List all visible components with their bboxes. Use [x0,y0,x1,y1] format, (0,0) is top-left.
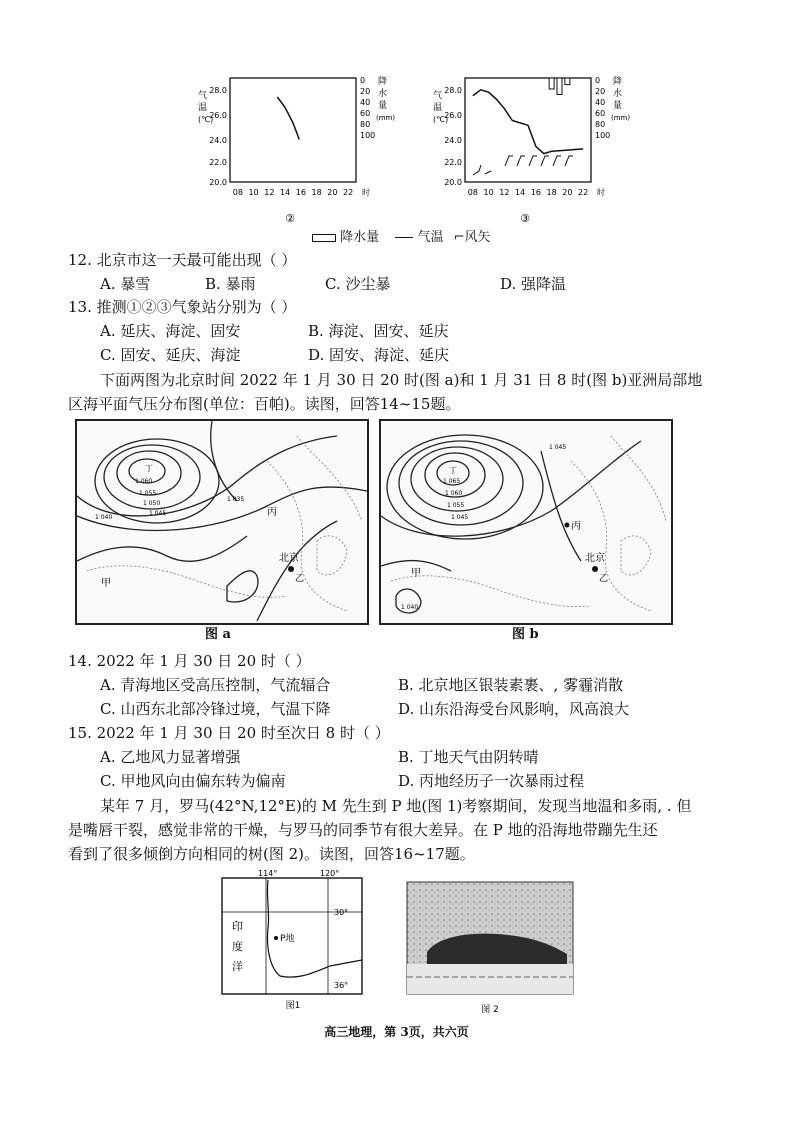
chart-2-ytick: 26.0 [209,111,227,120]
chart-x-tick: 20 [327,188,338,197]
chart-2-rtick: 80 [360,120,371,129]
chart-3-ytick: 28.0 [444,86,462,95]
chart-x-tick: 18 [546,188,557,197]
q12-stem: 12. 北京市这一天最可能出现（ ） [68,251,297,269]
figure-1-lon-114: 114° [258,869,278,878]
figure-2 [407,882,573,1018]
chart-legend [312,226,491,244]
figure-1-ocean-char: 度 [232,940,243,953]
chart-3-wind-vectors [473,156,573,175]
chart-3-ytick: 22.0 [444,158,462,167]
chart-x-tick: 12 [264,188,275,197]
weather-map-a [75,419,369,625]
figure-2-ground [407,964,573,994]
map-b-bing-dot [565,523,570,528]
q15-option-b[interactable]: B. 丁地天气由阴转晴 [398,748,539,766]
figure-1 [218,868,368,1016]
chart-3-yleft-label-b: 温 [433,103,443,113]
chart-2-ytick: 22.0 [209,158,227,167]
chart-2-rtick: 40 [360,98,371,107]
chart-3-rtick: 100 [595,131,611,140]
chart-2-yright-label-a: 降 [378,77,388,87]
chart-3-yright-label-b: 水 [613,89,623,99]
chart-x-tick: 10 [248,188,259,197]
chart-3-yleft-label-a: 气 [433,91,443,101]
map-b-isobar: 1 055 [447,502,465,509]
chart-x-tick: 08 [232,188,243,197]
figure-2-svg [407,882,573,1018]
map-a-isobar: 1 055 [139,490,157,497]
legend-temp-label: 气温 [417,230,444,245]
chart-3-rtick: 20 [595,87,606,96]
q13-option-a[interactable]: A. 延庆、海淀、固安 [100,322,241,340]
chart-3-rtick: 40 [595,98,606,107]
chart-2-rtick: 20 [360,87,371,96]
map-b-isobar: 1 045 [549,444,567,451]
chart-2-yleft-label-b: 温 [198,103,208,113]
map-a-label-beijing: 北京 [279,553,299,564]
chart-precip-bar [557,78,562,95]
legend-precip-swatch [312,234,336,242]
map-b-isobar: 1 065 [443,478,461,485]
chart-2-yright-label-b: 水 [378,89,388,99]
q15-option-a[interactable]: A. 乙地风力显著增强 [100,748,241,766]
q12-option-a[interactable]: A. 暴雪 [100,275,151,293]
chart-precip-bar [565,78,570,85]
chart-x-tick: 10 [483,188,494,197]
chart-2-yright-label-c: 量 [378,101,388,111]
map-b-label-yi: 乙 [599,574,609,584]
q14-option-c[interactable]: C. 山西东北部冷锋过境，气温下降 [100,700,331,718]
map-b-isobar: 1 045 [451,514,469,521]
q12-option-d[interactable]: D. 强降温 [500,275,567,293]
chart-x-tick: 14 [280,188,291,197]
page-footer: 高三地理，第 3页，共六页 [324,1025,469,1039]
chart-2-rtick: 100 [360,131,376,140]
map-a-isobar: 1 040 [95,514,113,521]
chart-3-ytick: 26.0 [444,111,462,120]
chart-x-tick: 16 [530,188,541,197]
map-a-label-jia: 甲 [101,578,111,589]
map-b-beijing-dot [592,566,598,572]
legend-temp-swatch [395,237,413,238]
chart-x-tick: 08 [467,188,478,197]
q14-option-a[interactable]: A. 青海地区受高压控制，气流辐合 [100,676,331,694]
chart-2 [190,70,396,235]
q15-option-d[interactable]: D. 丙地经历子一次暴雨过程 [398,772,585,790]
figure-1-ocean-char: 洋 [232,960,243,973]
chart-3-rtick: 80 [595,120,606,129]
chart-2-svg [190,70,396,235]
chart-3-frame [465,78,591,182]
figure-1-label-p: P地 [280,934,295,944]
intro1-line1: 下面两图为北京时间 2022 年 1 月 30 日 20 时(图 a)和 1 月 31 日 8 时(图 b)亚洲局部地 [100,371,703,389]
chart-2-ytick: 28.0 [209,86,227,95]
intro2-line2: 是嘴唇干裂，感觉非常的干燥，与罗马的同季节有很大差异。在 P 地的沿海地带蹦先生还 [68,821,658,839]
chart-2-number: ② [285,212,295,225]
q14-option-b[interactable]: B. 北京地区银装素裹、, 雾霾消散 [398,676,624,694]
figure-1-p-dot [274,936,278,940]
chart-x-unit: 时 [597,188,605,197]
map-b-isobar: 1 040 [401,604,419,611]
chart-3-yright-label-d: (mm) [611,114,631,122]
chart-2-yleft-label-c: (℃) [198,115,214,124]
chart-3-ytick: 24.0 [444,136,462,145]
map-a-label-ding: 丁 [145,464,153,473]
map-a-isobar: 1 050 [143,500,161,507]
map-a-isobar: 1 060 [135,478,153,485]
chart-2-yleft-label-a: 气 [198,91,208,101]
map-b-isobar: 1 060 [445,490,463,497]
legend-precip-label: 降水量 [340,230,380,245]
intro2-line3: 看到了很多倾倒方向相同的树(图 2)。读图，回答16~17题。 [68,845,475,863]
figure-1-ocean-char: 印 [232,920,243,933]
chart-3-rtick: 60 [595,109,606,118]
chart-2-yright-label-d: (mm) [376,114,396,122]
chart-x-tick: 20 [562,188,573,197]
chart-2-rtick: 60 [360,109,371,118]
chart-x-tick: 12 [499,188,510,197]
chart-3-yright-label-c: 量 [613,101,623,111]
q15-option-c[interactable]: C. 甲地风向由偏东转为偏南 [100,772,286,790]
q13-option-c[interactable]: C. 固安、延庆、海淀 [100,346,241,364]
chart-3-temperature-line [473,90,583,154]
map-a-isobar: 1 035 [227,496,245,503]
map-a-label-yi: 乙 [295,574,305,584]
chart-x-tick: 16 [295,188,306,197]
chart-3-rtick: 0 [595,76,601,85]
map-a-caption: 图 a [205,627,231,642]
chart-3 [425,70,631,235]
q13-option-d[interactable]: D. 固安、海淀、延庆 [308,346,450,364]
figure-1-svg [218,868,368,1016]
legend-wind-symbol: ⌐ [453,230,465,245]
figure-2-caption: 图 2 [481,1005,499,1015]
q12-option-c[interactable]: C. 沙尘暴 [325,275,391,293]
chart-x-tick: 14 [515,188,526,197]
map-a-label-bing: 丙 [267,507,277,518]
weather-map-b [379,419,673,625]
chart-2-ytick: 20.0 [209,178,227,187]
map-b-label-ding: 丁 [449,466,457,475]
intro2-line1: 某年 7 月，罗马(42°N,12°E)的 M 先生到 P 地(图 1)考察期间，发现当地温和多雨, . 但 [100,797,692,815]
chart-x-tick: 22 [578,188,589,197]
chart-2-rtick: 0 [360,76,366,85]
figure-1-lat-30: 30° [334,908,349,917]
figure-1-lon-120: 120° [320,869,340,878]
map-b-label-bing: 丙 [571,521,581,532]
chart-3-yright-label-a: 降 [613,77,623,87]
chart-x-tick: 18 [311,188,322,197]
figure-1-coastline [267,880,362,977]
chart-2-frame [230,78,356,182]
chart-2-ytick: 24.0 [209,136,227,145]
chart-x-unit: 时 [362,188,370,197]
map-b-caption: 图 b [512,627,539,642]
chart-3-ytick: 20.0 [444,178,462,187]
chart-2-temperature-line [277,97,299,140]
chart-x-tick: 22 [343,188,354,197]
map-b-label-beijing: 北京 [585,553,605,564]
chart-3-yleft-label-c: (℃) [433,115,449,124]
q14-stem: 14. 2022 年 1 月 30 日 20 时（ ） [68,652,311,670]
q13-option-b[interactable]: B. 海淀、固安、延庆 [308,322,449,340]
weather-map-b-svg [381,421,671,623]
q15-stem: 15. 2022 年 1 月 30 日 20 时至次日 8 时（ ） [68,724,390,742]
q14-option-d[interactable]: D. 山东沿海受台风影响，风高浪大 [398,700,630,718]
chart-3-svg [425,70,631,235]
chart-3-number: ③ [520,212,530,225]
q13-stem: 13. 推测①②③气象站分别为（ ） [68,298,297,316]
map-a-beijing-dot [288,566,294,572]
figure-1-lat-36: 36° [334,981,349,990]
legend-wind-label: 风矢 [464,230,491,245]
chart-precip-bar [549,78,554,89]
weather-map-a-svg [77,421,367,623]
map-a-isobar: 1 045 [149,510,167,517]
figure-1-caption: 图1 [285,1001,301,1011]
map-b-label-jia: 甲 [411,568,421,579]
q12-option-b[interactable]: B. 暴雨 [205,275,256,293]
intro1-line2: 区海平面气压分布图(单位：百帕)。读图，回答14~15题。 [68,395,461,413]
